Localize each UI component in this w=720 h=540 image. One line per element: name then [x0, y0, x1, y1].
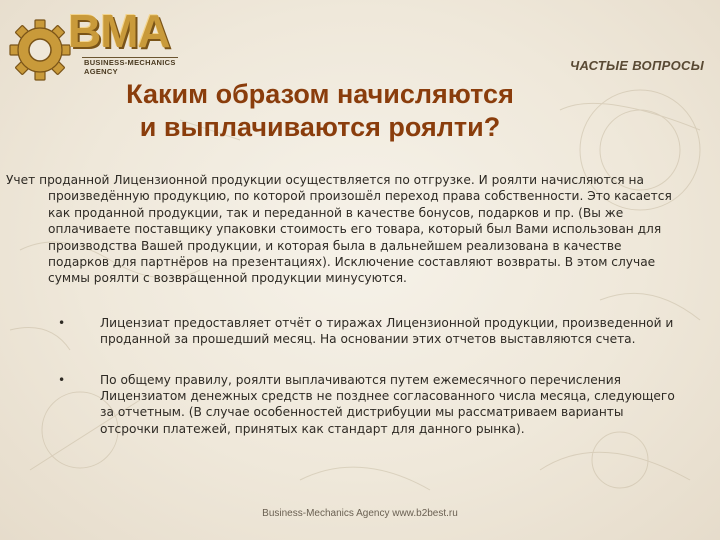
title-line-1: Каким образом начисляются: [126, 79, 514, 109]
bullet-text: Лицензиат предоставляет отчёт о тиражах Лицензионной продукции, произведенной и проданной за прошедший месяц. На основании этих отчетов выставляются счета.: [100, 315, 674, 347]
content-body: [6, 172, 684, 461]
company-logo: [6, 4, 176, 84]
list-item: [48, 315, 684, 348]
logo-wordmark: BMA: [68, 5, 170, 57]
footer-text: Business-Mechanics Agency www.b2best.ru: [262, 508, 458, 519]
section-label: ЧАСТЫЕ ВОПРОСЫ: [570, 58, 704, 73]
logo-subtitle: [84, 58, 176, 76]
bullet-marker: •: [58, 315, 66, 330]
page-title: [60, 78, 580, 144]
title-line-2: и выплачиваются роялти?: [139, 112, 501, 142]
logo-subtitle-line1: BUSINESS-MECHANICS: [84, 58, 176, 67]
bullet-marker: •: [58, 372, 66, 387]
list-item: [48, 372, 684, 438]
bullet-text: По общему правилу, роялти выплачиваются путем ежемесячного перечисления Лицензиатом денежных средств не позднее согласованного числа месяца, следующего за отчетным. (В случае особенностей дистрибуции мы рассматриваем варианты отсрочки платежей, принятых как стандарт для данного рынка).: [100, 372, 675, 436]
intro-paragraph: Учет проданной Лицензионной продукции осуществляется по отгрузке. И роялти начисляются на произведённую продукцию, по которой произошёл переход права собственности. Это касается как проданной продукции, так и переданной в качестве бонусов, подарков и пр. (Вы же оплачиваете поставщику упаковки стоимость его товара, который был Вами использован для производства Вашей продукции, и которая была в дальнейшем реализована в качестве подарков для партнёров на презентациях). Исключение составляют возвраты. В этом случае суммы роялти с возвращенной продукции минусуются.: [6, 173, 672, 286]
logo-subtitle-line2: AGENCY: [84, 67, 118, 76]
